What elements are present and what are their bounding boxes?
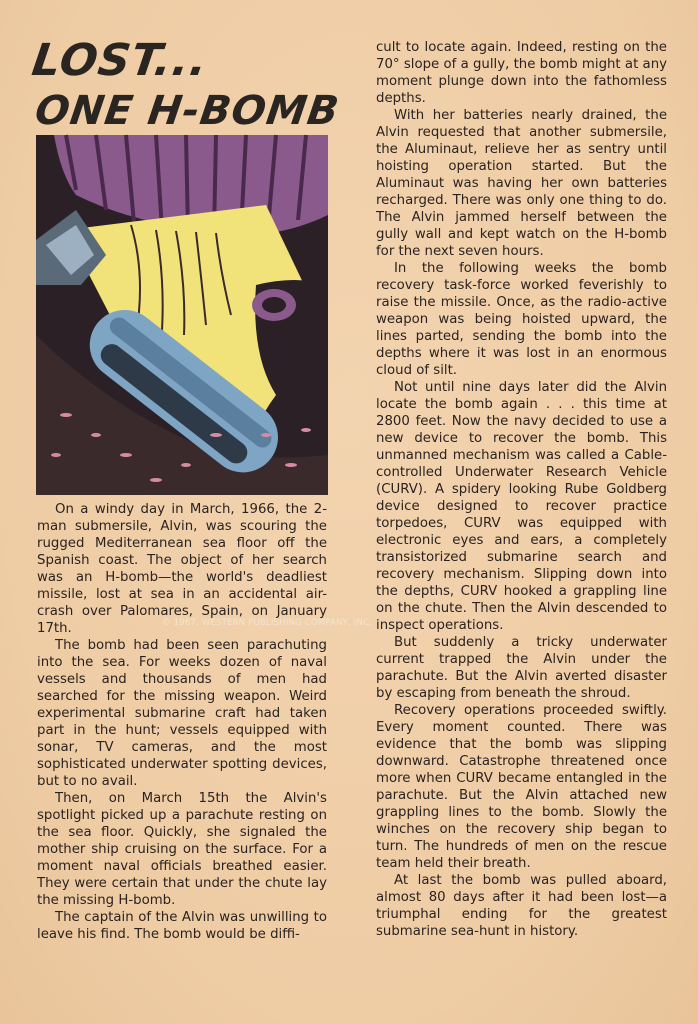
illustration-credit: © 1967, WESTERN PUBLISHING COMPANY, INC.: [162, 618, 373, 628]
paragraph: At last the bomb was pulled aboard, almost 80 days after it had been lost—a triumphal ending for the greatest submarine sea-hunt in history.: [376, 873, 667, 939]
paragraph: But suddenly a tricky underwater current trapped the Alvin under the parachute. But the Alvin averted disaster by escaping from beneath the shroud.: [376, 635, 667, 701]
paragraph: cult to locate again. Indeed, resting on the 70° slope of a gully, the bomb might at any moment plunge down into the fathomless depths.: [376, 40, 667, 106]
title-line-1: LOST...: [28, 35, 212, 86]
paragraph: Then, on March 15th the Alvin's spotlight picked up a parachute resting on the sea floor. Quickly, she signaled the mother ship cruising on the surface. For a moment naval officials breathed easier. They were certain that under the chute lay the missing H-bomb.: [37, 791, 327, 908]
paragraph: Recovery operations proceeded swiftly. Every moment counted. There was evidence that the bomb was slipping downward. Catastrophe threatened once more when CURV became entangled in the parachute. But the Alvin attached new grappling lines to the bomb. Slowly the winches on the recovery ship began to turn. The hundreds of men on the rescue team held their breath.: [376, 703, 667, 871]
paragraph: On a windy day in March, 1966, the 2-man submersile, Alvin, was scouring the rugged Mediterranean sea floor off the Spanish coast. The object of her search was an H-bomb—the world's deadliest missile, lost at sea in an accidental air-crash over Palomares, Spain, on January 17th.: [37, 502, 327, 636]
paragraph: Not until nine days later did the Alvin locate the bomb again . . . this time at 2800 feet. Now the navy decided to use a new device to recover the bomb. This unmanned mechanism was called a Cable-controlled Underwater Research Vehicle (CURV). A spidery looking Rube Goldberg device designed to recover practice torpedoes, CURV was equipped with electronic eyes and ears, a completely transistorized submarine search and recovery mechanism. Slipping down into the depths, CURV hooked a grappling line on the chute. Then the Alvin descended to inspect operations.: [376, 380, 667, 633]
right-text-column: [376, 39, 667, 940]
paragraph: In the following weeks the bomb recovery task-force worked feverishly to raise the missile. Once, as the radio-active weapon was being hoisted upward, the lines parted, sending the bomb into the depths where it was lost in an enormous cloud of silt.: [376, 261, 667, 378]
left-text-column: [37, 501, 327, 943]
paragraph: With her batteries nearly drained, the Alvin requested that another submersile, the Aluminaut, relieve her as sentry until hoisting operation started. But the Aluminaut was having her own batteries recharged. There was only one thing to do. The Alvin jammed herself between the gully wall and kept watch on the H-bomb for the next seven hours.: [376, 108, 667, 259]
paragraph: The captain of the Alvin was unwilling to leave his find. The bomb would be diffi-: [37, 910, 327, 942]
paragraph: The bomb had been seen parachuting into the sea. For weeks dozen of naval vessels and thousands of men had searched for the missing weapon. Weird experimental submarine craft had taken part in the hunt; vessels equipped with sonar, TV cameras, and the most sophisticated underwater spotting devices, but to no avail.: [37, 638, 327, 789]
illustration-art: [36, 135, 328, 495]
title-line-2: ONE H-BOMB: [32, 88, 343, 134]
